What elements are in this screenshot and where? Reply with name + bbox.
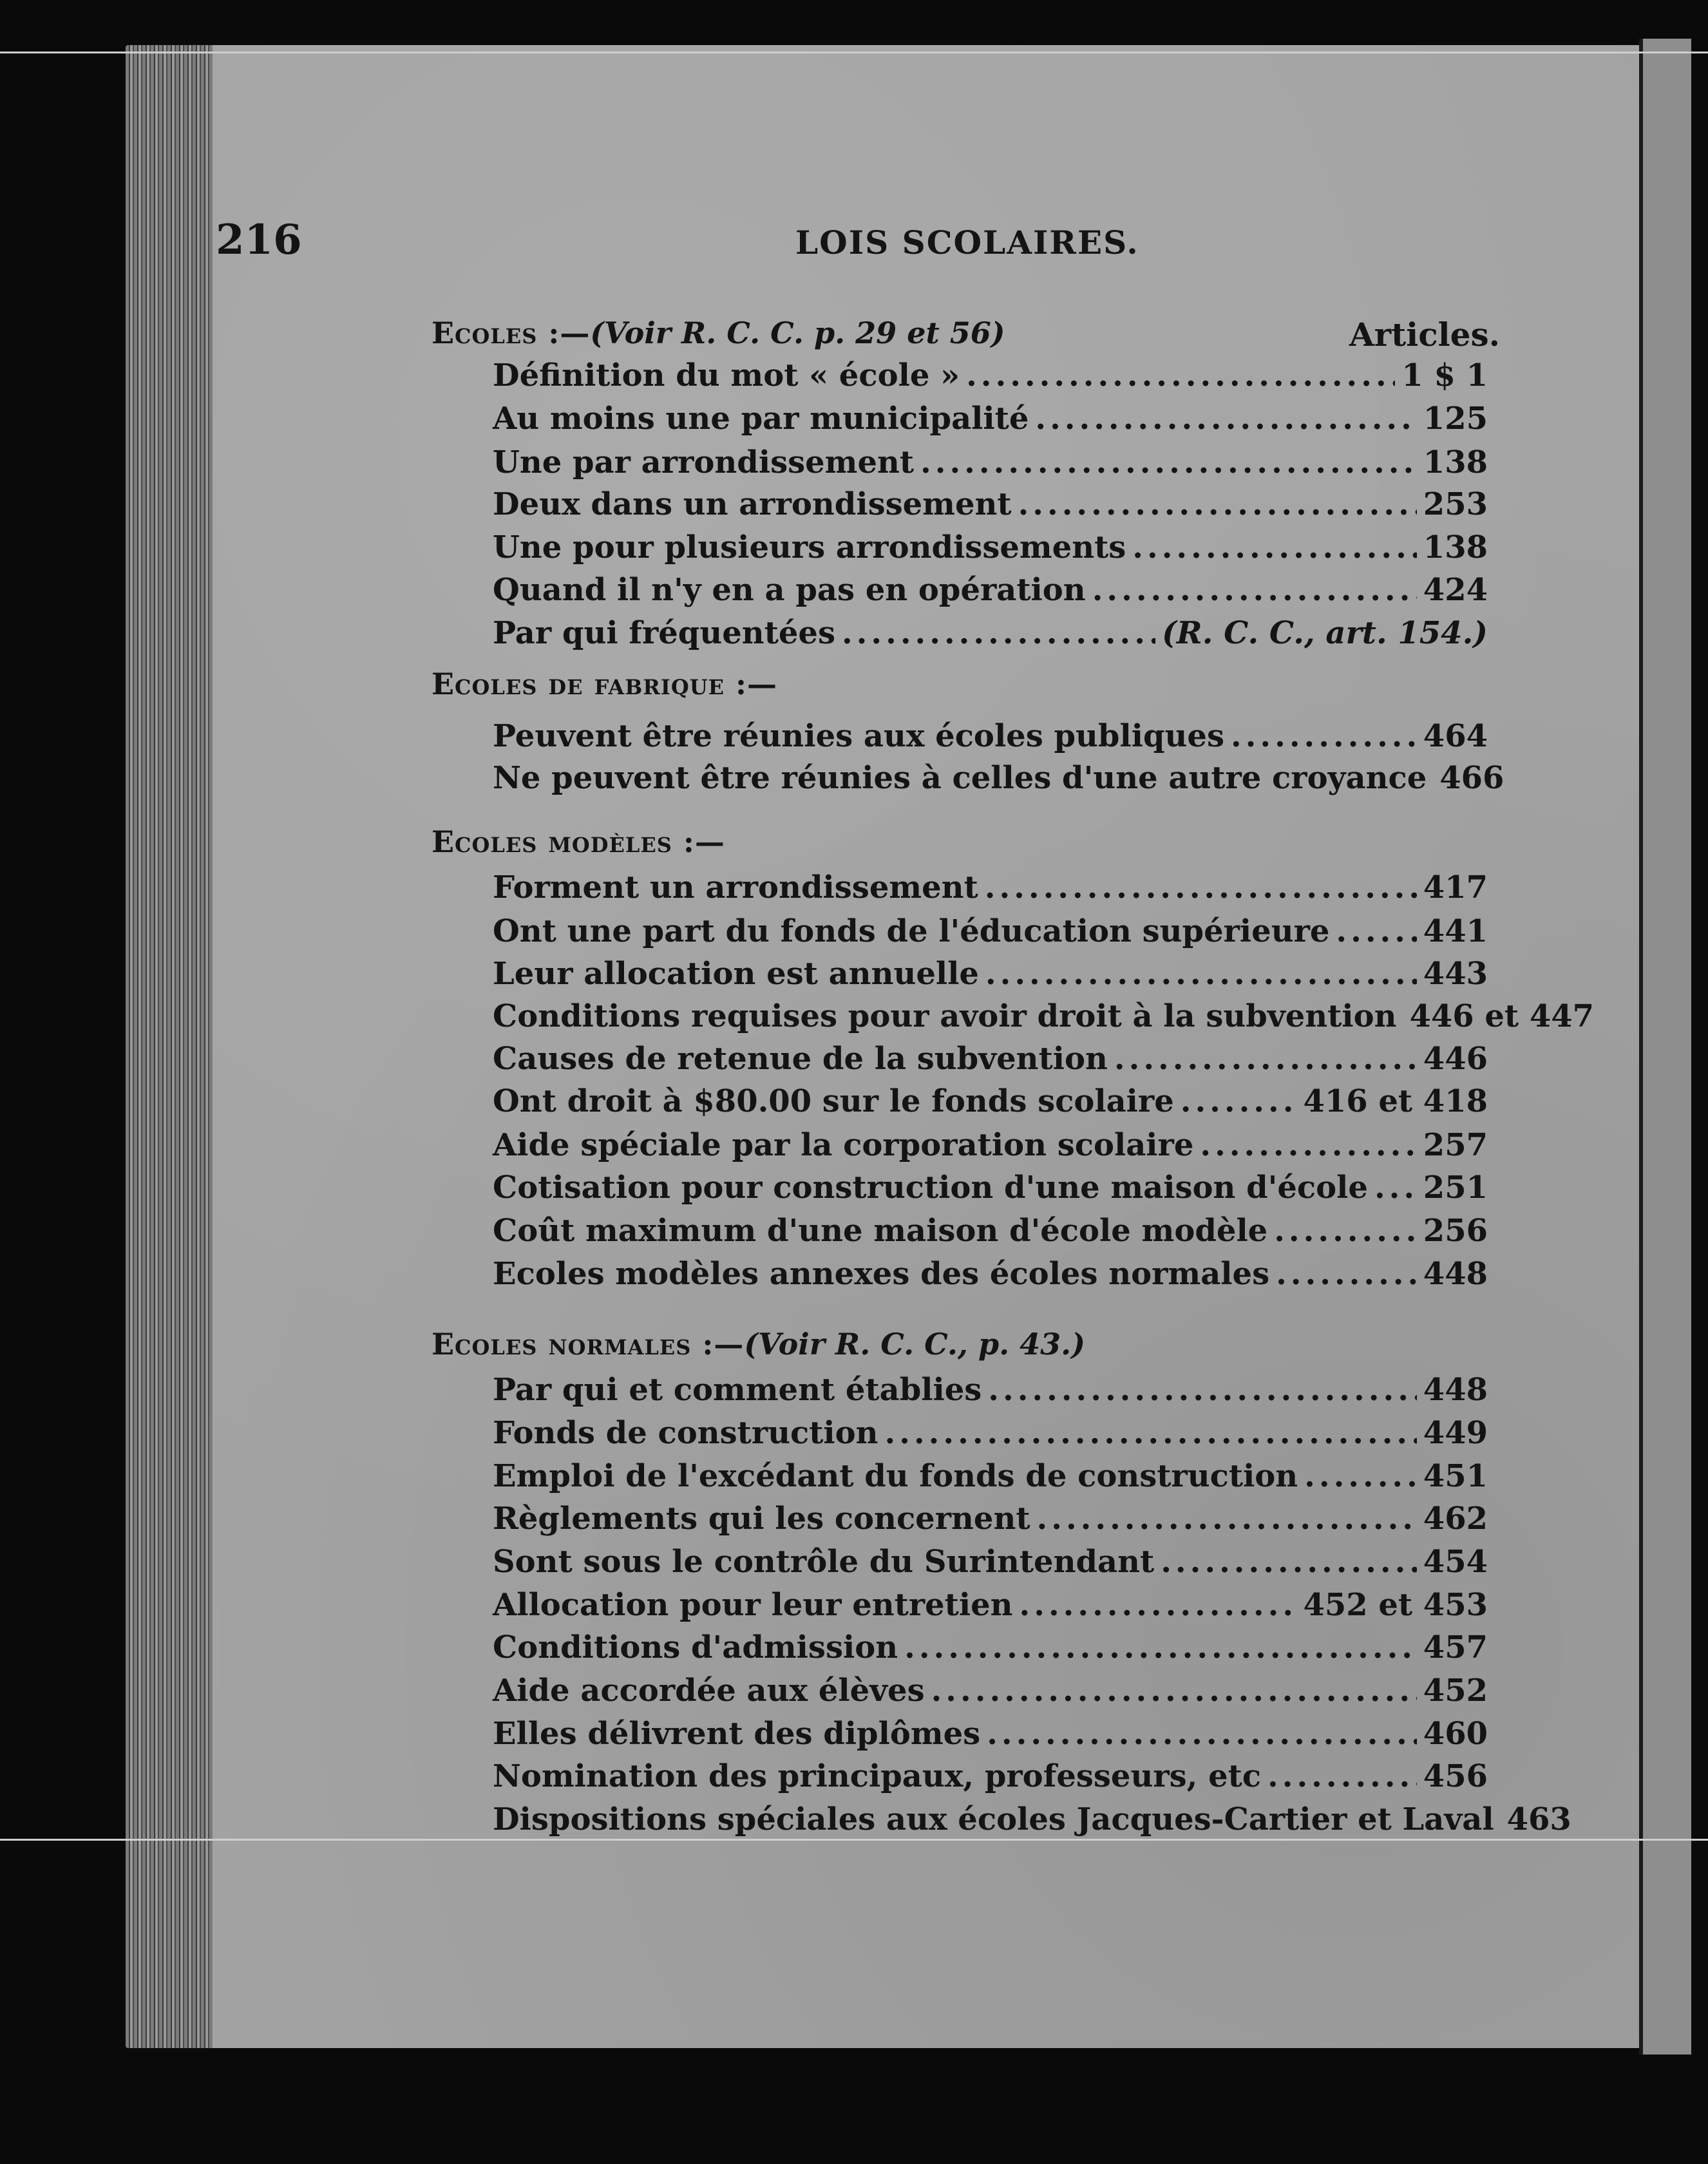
- index-entry: Peuvent être réunies aux écoles publiques ..... 464: [493, 718, 1488, 758]
- index-entry: Dispositions spéciales aux écoles Jacques-Cartier et Laval 463: [493, 1801, 1571, 1837]
- page-header: [0, 216, 1708, 274]
- section-heading: Ecoles :—(Voir R. C. C. p. 29 et 56): [432, 316, 1005, 350]
- index-entry: Ecoles modèles annexes des écoles normales ..... 448: [493, 1256, 1488, 1296]
- running-title: LOIS SCOLAIRES.: [795, 223, 1139, 261]
- index-entry: Par qui et comment établies ..... 448: [493, 1372, 1488, 1412]
- index-entry: Deux dans un arrondissement ..... 253: [493, 486, 1488, 526]
- articles-column-label: Articles.: [1349, 316, 1501, 354]
- index-entry: Par qui fréquentées ..... (R. C. C., art. 154.): [493, 615, 1488, 655]
- index-entry: Ont droit à $80.00 sur le fonds scolaire ..... 416 et 418: [493, 1083, 1488, 1123]
- index-entry: Définition du mot « école » ..... 1 $ 1: [493, 357, 1488, 397]
- index-entry: Fonds de construction ..... 449: [493, 1415, 1488, 1455]
- index-entry: Ne peuvent être réunies à celles d'une autre croyance 466: [493, 760, 1504, 796]
- index-entry: Coût maximum d'une maison d'école modèle ..... 256: [493, 1213, 1488, 1253]
- index-entry: Leur allocation est annuelle ..... 443: [493, 956, 1488, 996]
- index-entry: Aide accordée aux élèves ..... 452: [493, 1673, 1488, 1713]
- index-entry: Conditions d'admission ..... 457: [493, 1629, 1488, 1669]
- index-entry: Nomination des principaux, professeurs, etc ..... 456: [493, 1758, 1488, 1798]
- page-number: 216: [216, 216, 302, 264]
- section-heading: Ecoles modèles :—: [432, 824, 725, 859]
- index-entry: Une pour plusieurs arrondissements ..... 138: [493, 529, 1488, 569]
- index-entry: Causes de retenue de la subvention ..... 446: [493, 1041, 1488, 1081]
- index-entry: Elles délivrent des diplômes ..... 460: [493, 1716, 1488, 1756]
- index-entry: Emploi de l'excédant du fonds de construction ..... 451: [493, 1458, 1488, 1498]
- index-entry: Allocation pour leur entretien ..... 452 et 453: [493, 1587, 1488, 1627]
- index-entry: Une par arrondissement ..... 138: [493, 444, 1488, 484]
- section-heading: Ecoles de fabrique :—: [432, 667, 778, 701]
- index-entry: Cotisation pour construction d'une maison d'école ..... 251: [493, 1170, 1488, 1210]
- index-entry: Ont une part du fonds de l'éducation supérieure ..... 441: [493, 913, 1488, 953]
- section-heading: Ecoles normales :—(Voir R. C. C., p. 43.): [432, 1327, 1085, 1362]
- index-entry: Forment un arrondissement ..... 417: [493, 869, 1488, 909]
- index-entry: Règlements qui les concernent ..... 462: [493, 1501, 1488, 1541]
- index-entry: Quand il n'y en a pas en opération ..... 424: [493, 572, 1488, 612]
- index-entry: Au moins une par municipalité ..... 125: [493, 401, 1488, 441]
- index-entry: Conditions requises pour avoir droit à la subvention 446 et 447: [493, 998, 1595, 1034]
- index-entry: Sont sous le contrôle du Surintendant ..... 454: [493, 1544, 1488, 1584]
- index-entry: Aide spéciale par la corporation scolaire ..... 257: [493, 1127, 1488, 1167]
